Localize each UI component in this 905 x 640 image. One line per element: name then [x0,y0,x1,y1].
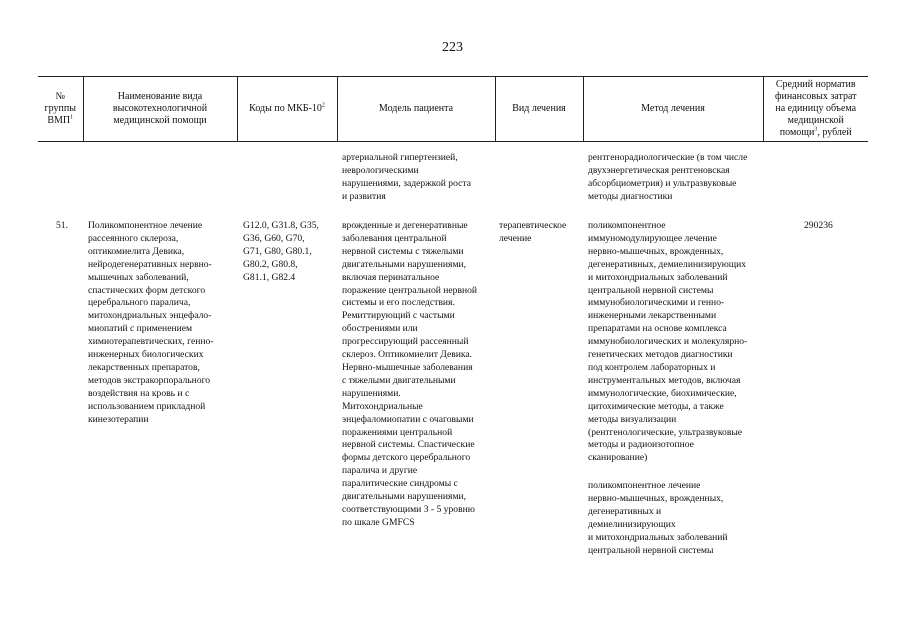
continuation-patient-model: артериальной гипертензией, неврологическими нарушениями, задержкой роста и развития [342,152,471,202]
header-group-number: № группы ВМП$^1$ [38,77,83,142]
page-number: 223 [442,40,463,55]
row-icd-codes: G12.0, G31.8, G35, G36, G60, G70, G71, G80, G80.1, G80.2, G80.8, G81.1, G82.4 [243,220,319,283]
header-treatment-method: Метод лечения [583,77,763,142]
row-treatment-method-1: поликомпонентное иммуномодулирующее лечение нервно-мышечных, врожденных, дегенеративных, демиелинизирующих и митохондриальных заболеваний центральной нервной системы иммунобиологическими и генно- инженерными лекарственными препаратами на основе комплекса иммунобиологических и молекулярно- генетических методов диагностики под контролем лабораторных и инструментальных методов, включая иммунологические, биохимические, цитохимические методы, а также методы визуализации (рентгенологические, ультразвуковые методы и радиоизотопное сканирование) [588,220,748,464]
row-cost: 290236 [804,220,833,231]
header-patient-model: Модель пациента [337,77,495,142]
continuation-treatment-method: рентгенорадиологические (в том числе двухэнергетическая рентгеновская абсорбциометрия) и ультразвуковые методы диагностики [588,152,748,202]
row-care-type: Поликомпонентное лечение рассеянного склероза, оптикомиелита Девика, нейродегенеративных нервно- мышечных заболеваний, спастических форм детского церебрального паралича, митохондриальных энцефало- миопатий с применением химиотерапевтических, генно- инженерных биологических лекарственных препаратов, методов экстракорпорального воздействия на кровь и с использованием прикладной кинезотерапии [88,220,214,425]
row-number: 51. [56,220,68,231]
header-treatment-type: Вид лечения [495,77,583,142]
header-care-type: Наименование вида высокотехнологичной медицинской помощи [83,77,237,142]
row-treatment-type: терапевтическое лечение [499,220,567,244]
header-cost-norm: Средний норматив финансовых затрат на единицу объема медицинской помощи$^3$, рублей [763,77,868,142]
row-patient-model: врожденные и дегенеративные заболевания центральной нервной системы с тяжелыми двигательными нарушениями, включая перинатальное поражение центральной нервной системы и его последствия. Ремиттирующий с частыми обострениями или прогрессирующий рассеянный склероз. Оптикомиелит Девика. Нервно-мышечные заболевания с тяжелыми двигательными нарушениями. Митохондриальные энцефаломиопатии с очаговыми поражениями центральной нервной системы. Спастические формы детского церебрального паралича и другие паралитические синдромы с двигательными нарушениями, соответствующими 3 - 5 уровню по шкале GMFCS [342,220,478,528]
row-treatment-method-2: поликомпонентное лечение нервно-мышечных, врожденных, дегенеративных и демиелинизирующих и митохондриальных заболеваний центральной нервной системы [588,480,728,556]
header-icd-codes: Коды по МКБ-$10^2$ [237,77,337,142]
table-header [38,76,868,142]
